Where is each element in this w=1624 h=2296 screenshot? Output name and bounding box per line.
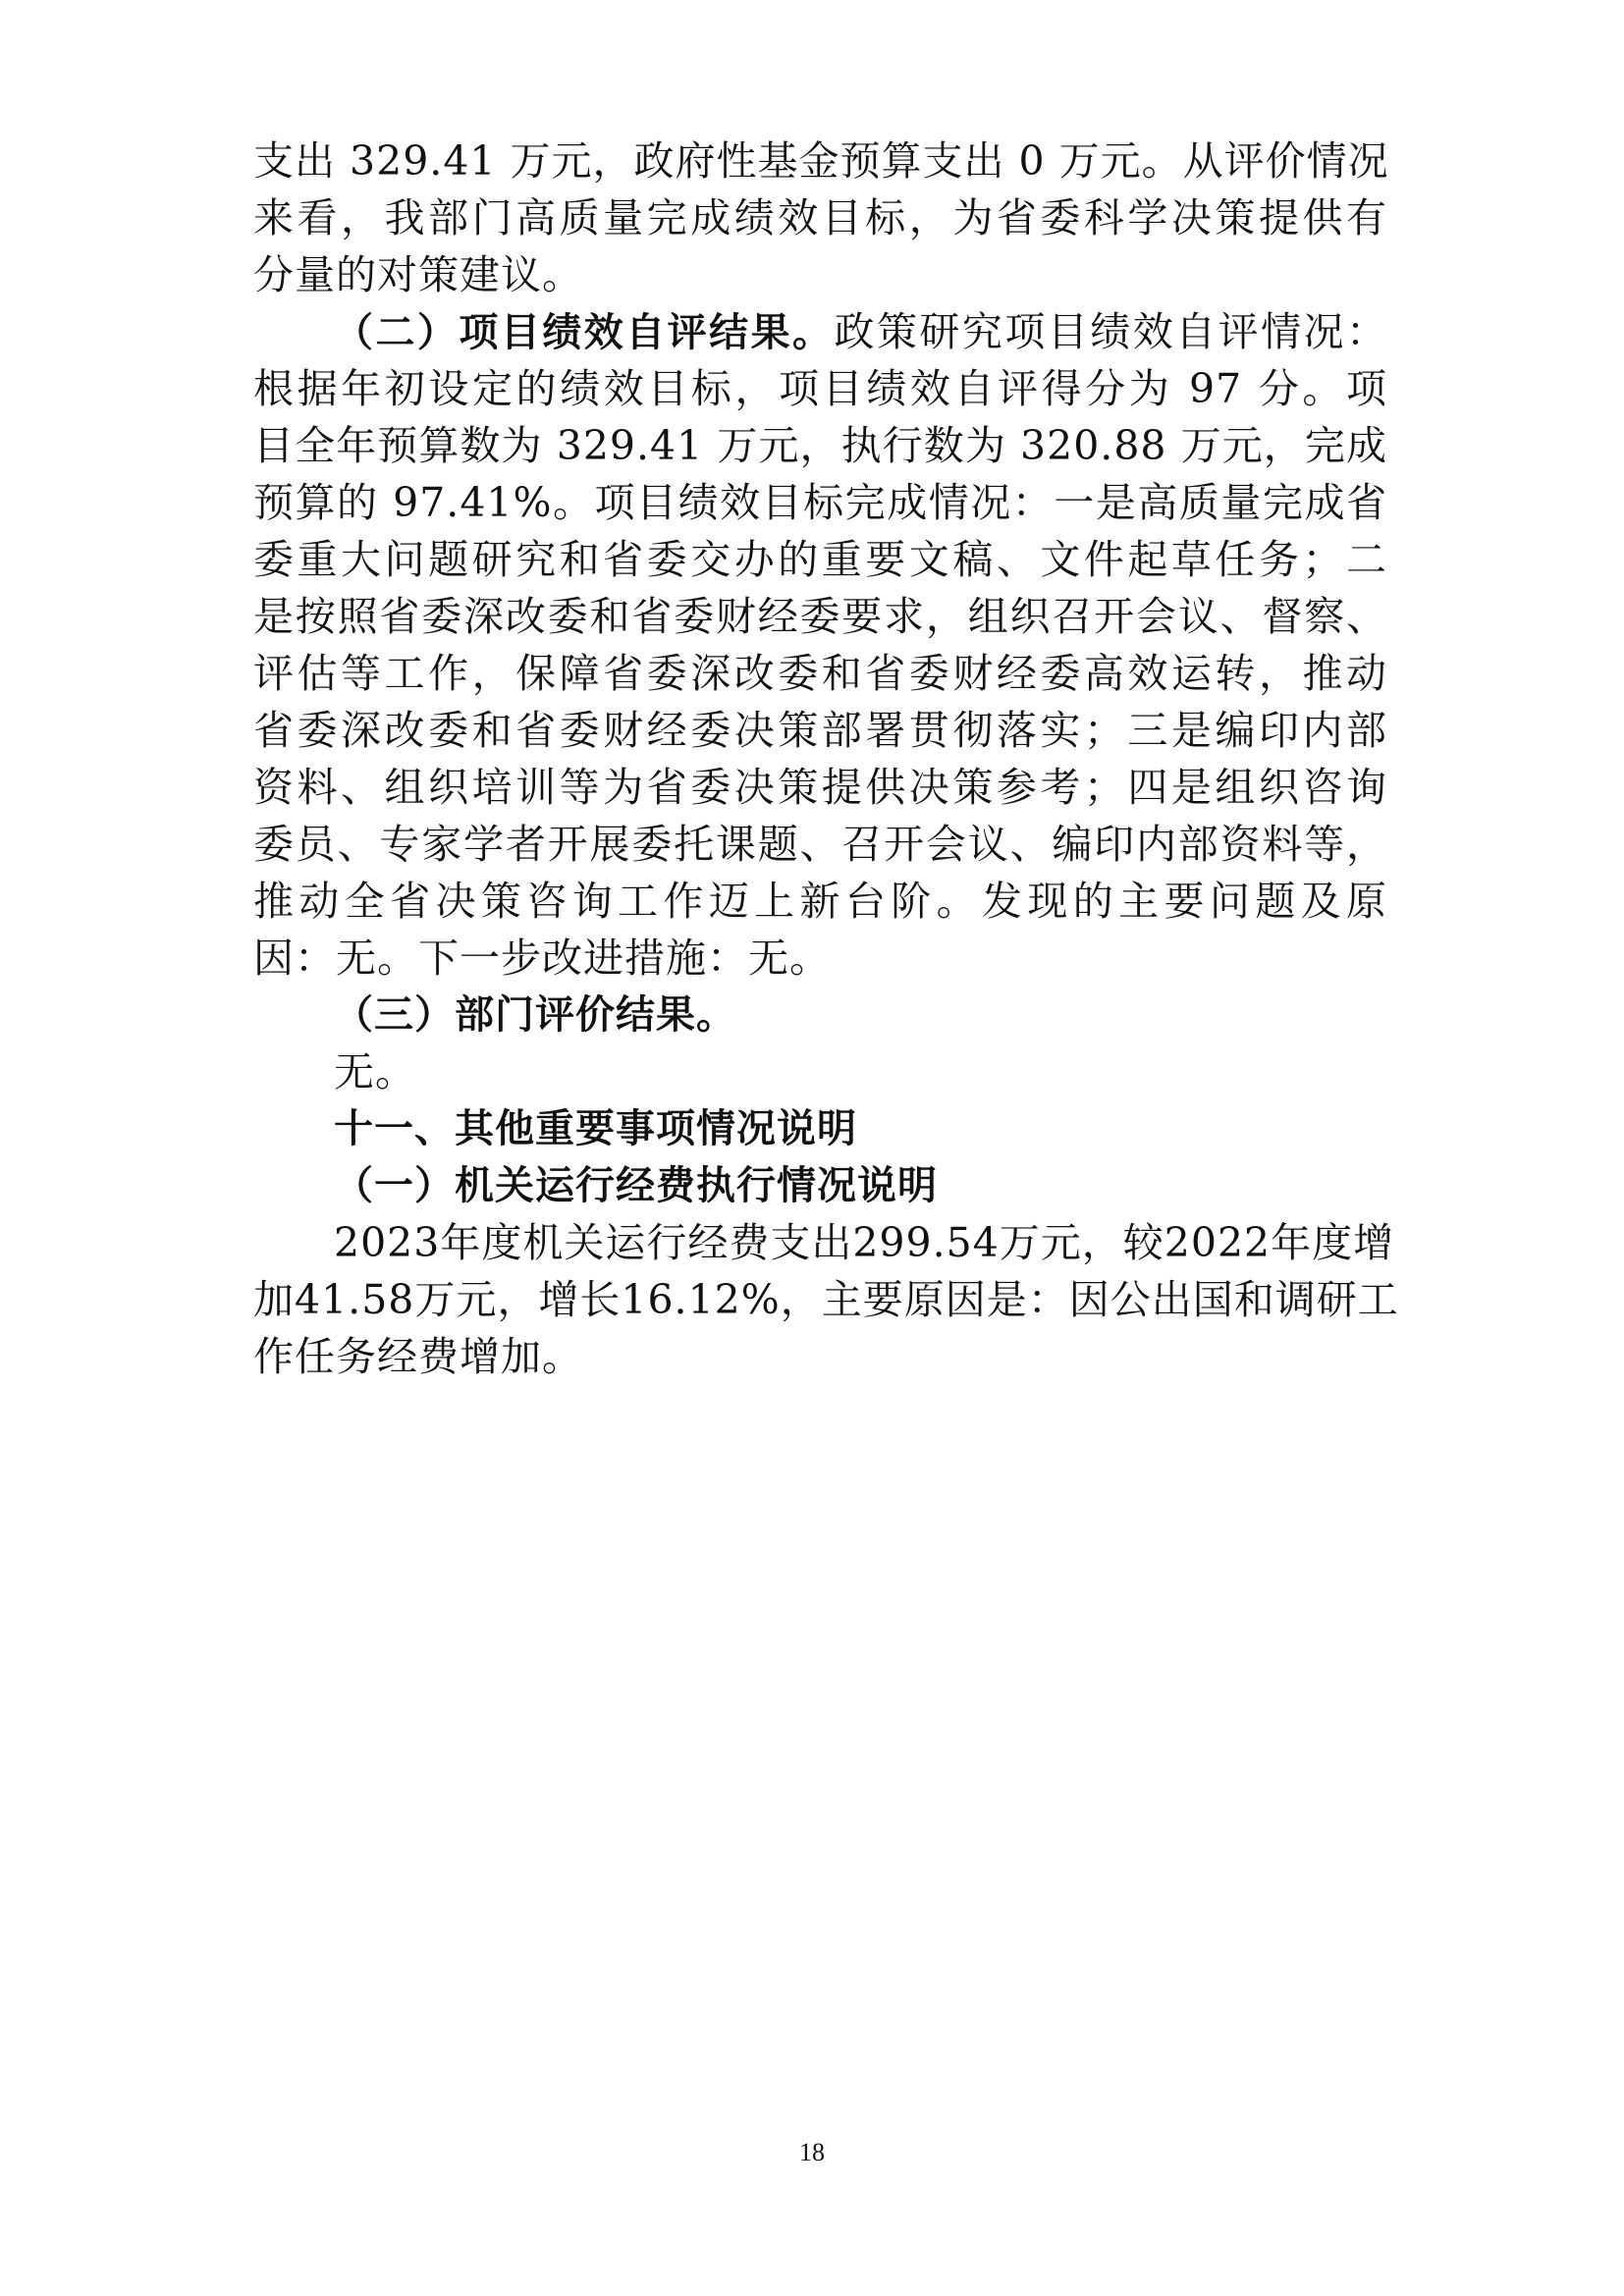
paragraph-line: 评估等工作，保障省委深改委和省委财经委高效运转，推动 <box>253 650 1387 697</box>
subheading-dept-eval: （三）部门评价结果。 <box>334 992 736 1038</box>
paragraph-line: 无。 <box>334 1048 416 1095</box>
paragraph-line: 预算的 97.41%。项目绩效目标完成情况：一是高质量完成省 <box>253 479 1387 526</box>
paragraph-line: 委员、专家学者开展委托课题、召开会议、编印内部资料等， <box>253 821 1387 868</box>
paragraph-first-line <box>334 304 1387 359</box>
paragraph-line: 分量的对策建议。 <box>253 251 583 298</box>
paragraph-line: 加41.58万元，增长16.12%，主要原因是：因公出国和调研工 <box>253 1276 1399 1323</box>
paragraph-first-line: 2023年度机关运行经费支出299.54万元，较2022年度增 <box>334 1219 1395 1266</box>
paragraph-line: 来看，我部门高质量完成绩效目标，为省委科学决策提供有 <box>253 194 1387 241</box>
paragraph-line: 推动全省决策咨询工作迈上新台阶。发现的主要问题及原 <box>253 878 1387 925</box>
paragraph-line: 是按照省委深改委和省委财经委要求，组织召开会议、督察、 <box>253 593 1387 640</box>
paragraph-line: 资料、组织培训等为省委决策提供决策参考；四是组织咨询 <box>253 764 1387 811</box>
paragraph-line: 委重大问题研究和省委交办的重要文稿、文件起草任务；二 <box>253 536 1387 583</box>
subheading-operating-expenses: （一）机关运行经费执行情况说明 <box>334 1163 938 1208</box>
paragraph-line: 作任务经费增加。 <box>253 1333 583 1380</box>
paragraph-line: 目全年预算数为 329.41 万元，执行数为 320.88 万元，完成 <box>253 422 1387 469</box>
paragraph-text: 政策研究项目绩效自评情况： <box>834 308 1387 355</box>
paragraph-line: 支出 329.41 万元，政府性基金预算支出 0 万元。从评价情况 <box>253 137 1389 185</box>
page-number: 18 <box>799 2138 825 2166</box>
subheading-project-self-eval: （二）项目绩效自评结果。 <box>334 310 835 355</box>
section-heading-11: 十一、其他重要事项情况说明 <box>334 1106 857 1151</box>
paragraph-line: 因：无。下一步改进措施：无。 <box>253 934 831 982</box>
paragraph-line: 根据年初设定的绩效目标，项目绩效自评得分为 97 分。项 <box>253 365 1387 412</box>
paragraph-line: 省委深改委和省委财经委决策部署贯彻落实；三是编印内部 <box>253 707 1387 754</box>
